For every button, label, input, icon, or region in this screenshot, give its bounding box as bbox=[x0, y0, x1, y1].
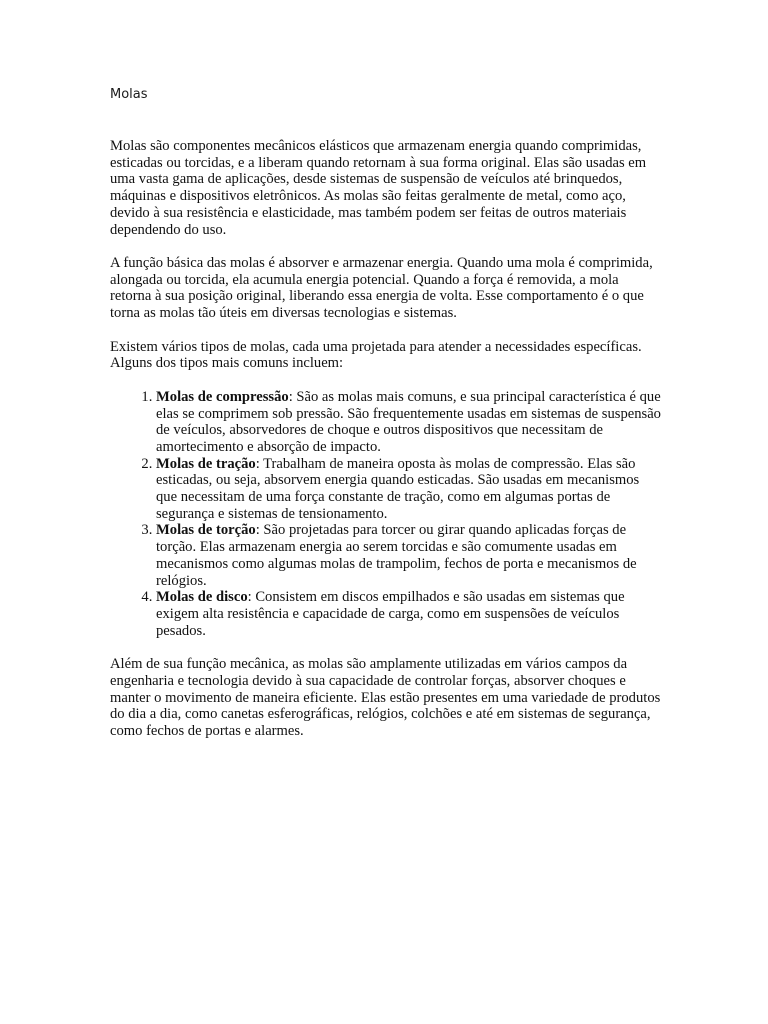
list-item bbox=[156, 589, 662, 639]
list-item-text: : Trabalham de maneira oposta às molas de compressão. Elas são esticadas, ou seja, absorvem energia quando esticadas. São usadas em mecanismos que necessitam de uma força constante de tração, como em algumas portas de segurança e sistemas de tensionamento. bbox=[156, 455, 640, 522]
spring-types-list bbox=[110, 389, 662, 640]
list-item-term: Molas de disco bbox=[156, 589, 248, 606]
page-title: Molas bbox=[110, 87, 148, 102]
list-item bbox=[156, 389, 662, 456]
paragraph-types-intro: Existem vários tipos de molas, cada uma projetada para atender a necessidades específicas. Alguns dos tipos mais comuns incluem: bbox=[110, 338, 642, 372]
list-item-text: : Consistem em discos empilhados e são usadas em sistemas que exigem alta resistência e capacidade de carga, como em suspensões de veículos pesados. bbox=[156, 589, 625, 639]
paragraph-function: A função básica das molas é absorver e armazenar energia. Quando uma mola é comprimida, alongada ou torcida, ela acumula energia potencial. Quando a força é removida, a mola retorna à sua posição original, liberando essa energia de volta. Esse comportamento é o que torna as molas tão úteis em diversas tecnologias e sistemas. bbox=[110, 255, 653, 322]
document-body bbox=[110, 138, 662, 756]
list-item bbox=[156, 522, 662, 589]
list-item-text: : São projetadas para torcer ou girar quando aplicadas forças de torção. Elas armazenam energia ao serem torcidas e são comumente usadas em mecanismos como algumas molas de trampolim, fechos de porta e mecanismos de relógios. bbox=[156, 522, 637, 589]
list-item-term: Molas de compressão bbox=[156, 388, 289, 405]
list-item bbox=[156, 456, 662, 523]
list-item-term: Molas de torção bbox=[156, 522, 256, 539]
paragraph-closing: Além de sua função mecânica, as molas são amplamente utilizadas em vários campos da engenharia e tecnologia devido à sua capacidade de controlar forças, absorver choques e manter o movimento de maneira eficiente. Elas estão presentes em uma variedade de produtos do dia a dia, como canetas esferográficas, relógios, colchões e até em sistemas de segurança, como fechos de portas e alarmes. bbox=[110, 656, 661, 739]
list-item-term: Molas de tração bbox=[156, 455, 256, 472]
paragraph-intro: Molas são componentes mecânicos elásticos que armazenam energia quando comprimidas, esticadas ou torcidas, e a liberam quando retornam à sua forma original. Elas são usadas em uma vasta gama de aplicações, desde sistemas de suspensão de veículos até brinquedos, máquinas e dispositivos eletrônicos. As molas são feitas geralmente de metal, como aço, devido à sua resistência e elasticidade, mas também podem ser feitas de outros materiais dependendo do uso. bbox=[110, 138, 647, 238]
list-item-text: : São as molas mais comuns, e sua principal característica é que elas se comprimem sob pressão. São frequentemente usadas em sistemas de suspensão de veículos, absorvedores de choque e outros dispositivos que necessitam de amortecimento e absorção de impacto. bbox=[156, 388, 661, 455]
